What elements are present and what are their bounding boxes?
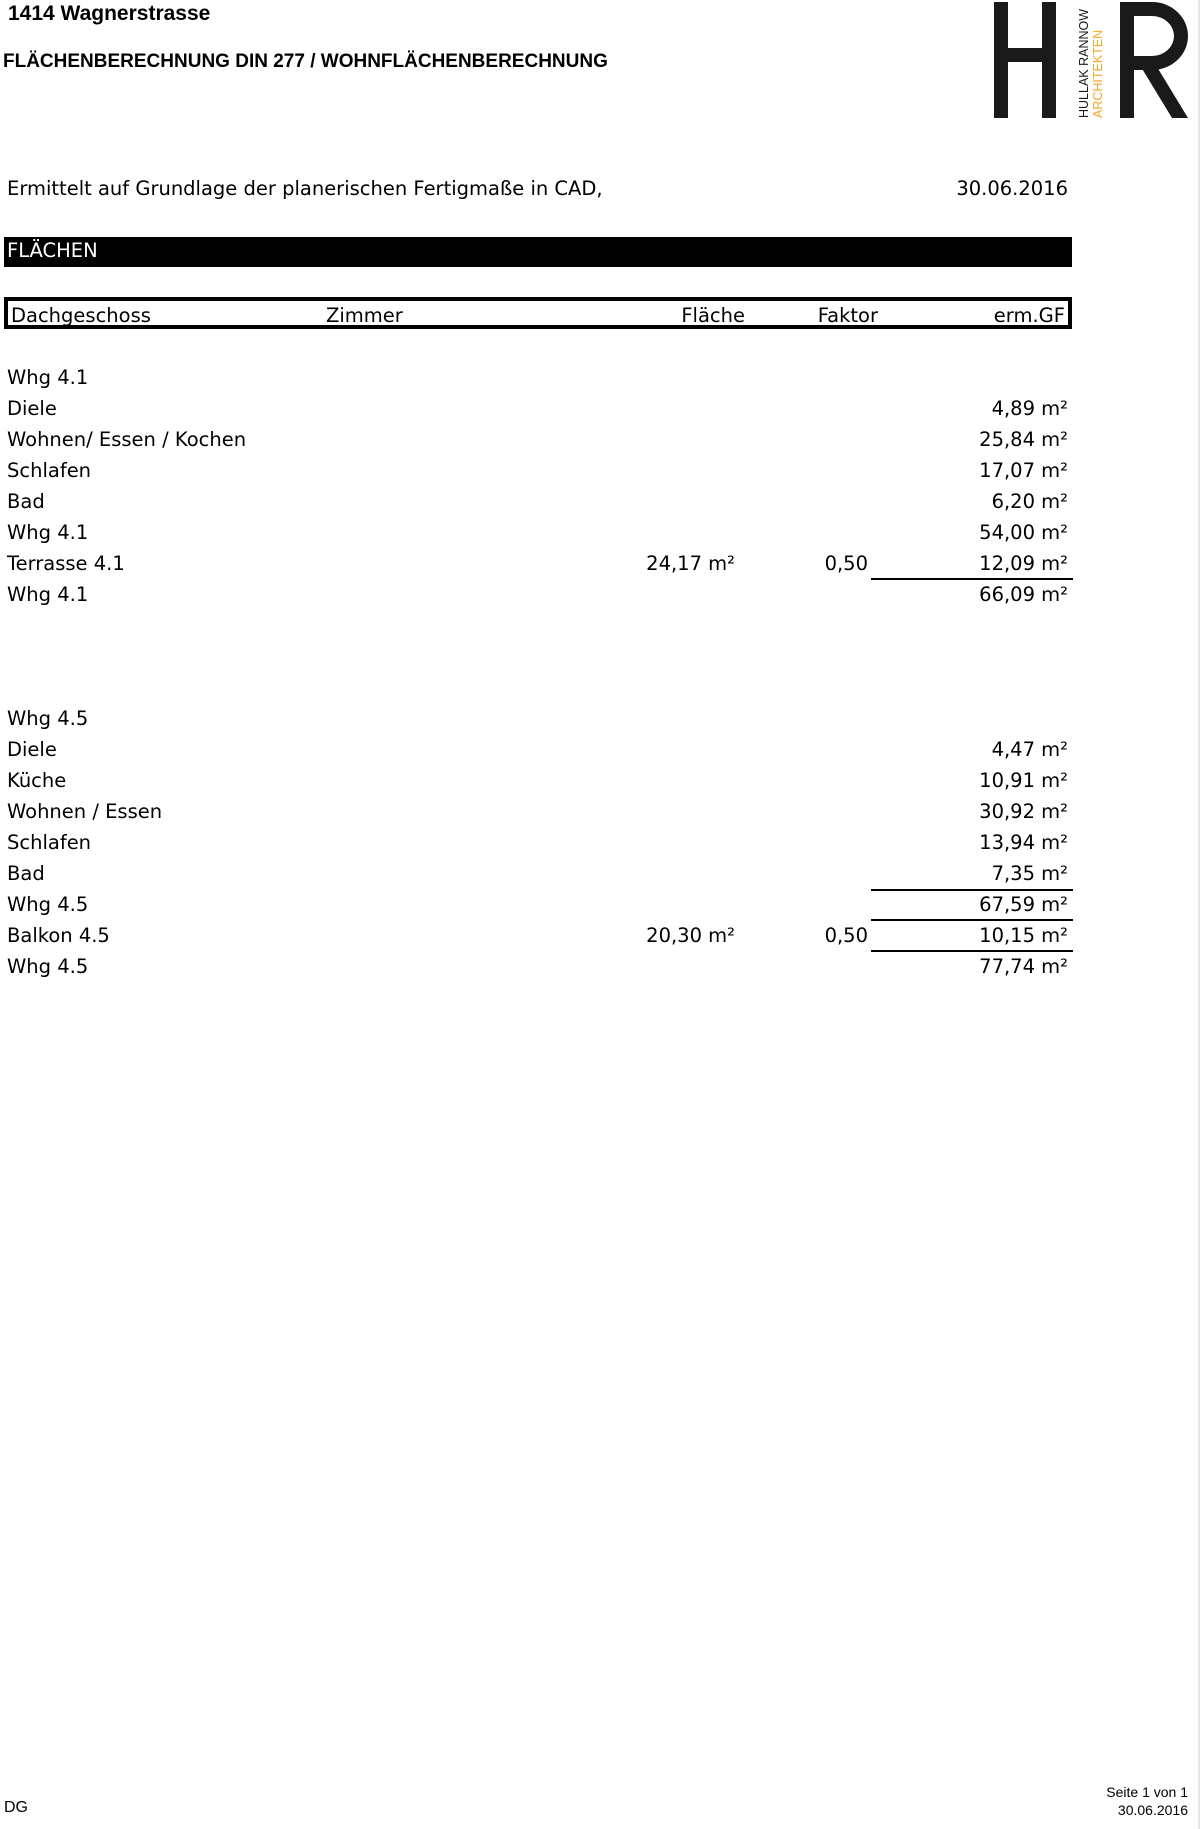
table-row — [0, 800, 1200, 831]
intro-date: 30.06.2016 — [956, 177, 1068, 200]
room-name: Balkon 4.5 — [7, 924, 110, 947]
room-name: Schlafen — [7, 459, 92, 482]
room-name: Bad — [7, 862, 45, 885]
room-area: 24,17 m² — [646, 552, 735, 575]
room-factor: 0,50 — [824, 924, 868, 947]
room-gf: 10,91 m² — [979, 769, 1068, 792]
table-row — [0, 459, 1200, 490]
room-name: Whg 4.1 — [7, 583, 89, 606]
logo-h-right-stem — [1042, 2, 1056, 118]
room-area: 20,30 m² — [646, 924, 735, 947]
unit-title-label: Whg 4.5 — [7, 707, 89, 730]
footer-page: Seite 1 von 1 — [1106, 1784, 1188, 1800]
room-name: Whg 4.5 — [7, 955, 89, 978]
logo-text-architekten: ARCHITEKTEN — [1091, 29, 1105, 118]
total-row — [0, 583, 1200, 614]
unit-title-label: Whg 4.1 — [7, 366, 89, 389]
room-gf: 10,15 m² — [979, 924, 1068, 947]
room-gf: 17,07 m² — [979, 459, 1068, 482]
room-gf: 13,94 m² — [979, 831, 1068, 854]
subtotal-row — [0, 521, 1200, 552]
unit-title — [0, 366, 1200, 397]
room-gf: 77,74 m² — [979, 955, 1068, 978]
room-gf: 67,59 m² — [979, 893, 1068, 916]
sum-underline — [871, 889, 1073, 891]
header-room: Zimmer — [326, 304, 403, 327]
room-name: Diele — [7, 397, 57, 420]
header-gf: erm.GF — [993, 304, 1065, 327]
logo-text-hullak: HULLAK RANNOW — [1077, 8, 1091, 118]
room-gf: 30,92 m² — [979, 800, 1068, 823]
room-gf: 25,84 m² — [979, 428, 1068, 451]
footer-floor: DG — [4, 1799, 28, 1816]
footer-pageinfo — [1106, 1783, 1188, 1819]
logo-mark — [992, 0, 1188, 120]
intro-text: Ermittelt auf Grundlage der planerischen Fertigmaße in CAD, — [7, 177, 603, 200]
room-name: Küche — [7, 769, 67, 792]
sum-underline — [871, 950, 1073, 952]
room-name: Wohnen / Essen — [7, 800, 163, 823]
footer-date: 30.06.2016 — [1117, 1802, 1188, 1818]
room-name: Wohnen/ Essen / Kochen — [7, 428, 247, 451]
room-gf: 4,89 m² — [991, 397, 1068, 420]
table-header — [4, 297, 1072, 329]
room-gf: 4,47 m² — [991, 738, 1068, 761]
room-name: Terrasse 4.1 — [7, 552, 125, 575]
room-name: Whg 4.1 — [7, 521, 89, 544]
room-name: Whg 4.5 — [7, 893, 89, 916]
section-title: FLÄCHEN — [7, 239, 98, 262]
table-row — [0, 397, 1200, 428]
room-name: Diele — [7, 738, 57, 761]
table-row — [0, 490, 1200, 521]
logo-r-leg — [1138, 62, 1188, 118]
header-factor: Faktor — [817, 304, 878, 327]
room-factor: 0,50 — [824, 552, 868, 575]
document-heading: FLÄCHENBERECHNUNG DIN 277 / WOHNFLÄCHENBERECHNUNG — [3, 51, 608, 72]
hr-logo — [992, 0, 1188, 120]
room-name: Schlafen — [7, 831, 92, 854]
table-row — [0, 769, 1200, 800]
table-row — [0, 738, 1200, 769]
sum-underline — [871, 578, 1073, 580]
table-row — [0, 428, 1200, 459]
room-gf: 54,00 m² — [979, 521, 1068, 544]
project-title: 1414 Wagnerstrasse — [8, 2, 211, 25]
header-area: Fläche — [681, 304, 745, 327]
room-gf: 7,35 m² — [991, 862, 1068, 885]
room-gf: 66,09 m² — [979, 583, 1068, 606]
room-gf: 6,20 m² — [991, 490, 1068, 513]
room-gf: 12,09 m² — [979, 552, 1068, 575]
table-row — [0, 831, 1200, 862]
room-name: Bad — [7, 490, 45, 513]
unit-title — [0, 707, 1200, 738]
section-bar — [4, 237, 1072, 267]
header-floor: Dachgeschoss — [11, 304, 151, 327]
total-row — [0, 955, 1200, 986]
sum-underline — [871, 919, 1073, 921]
